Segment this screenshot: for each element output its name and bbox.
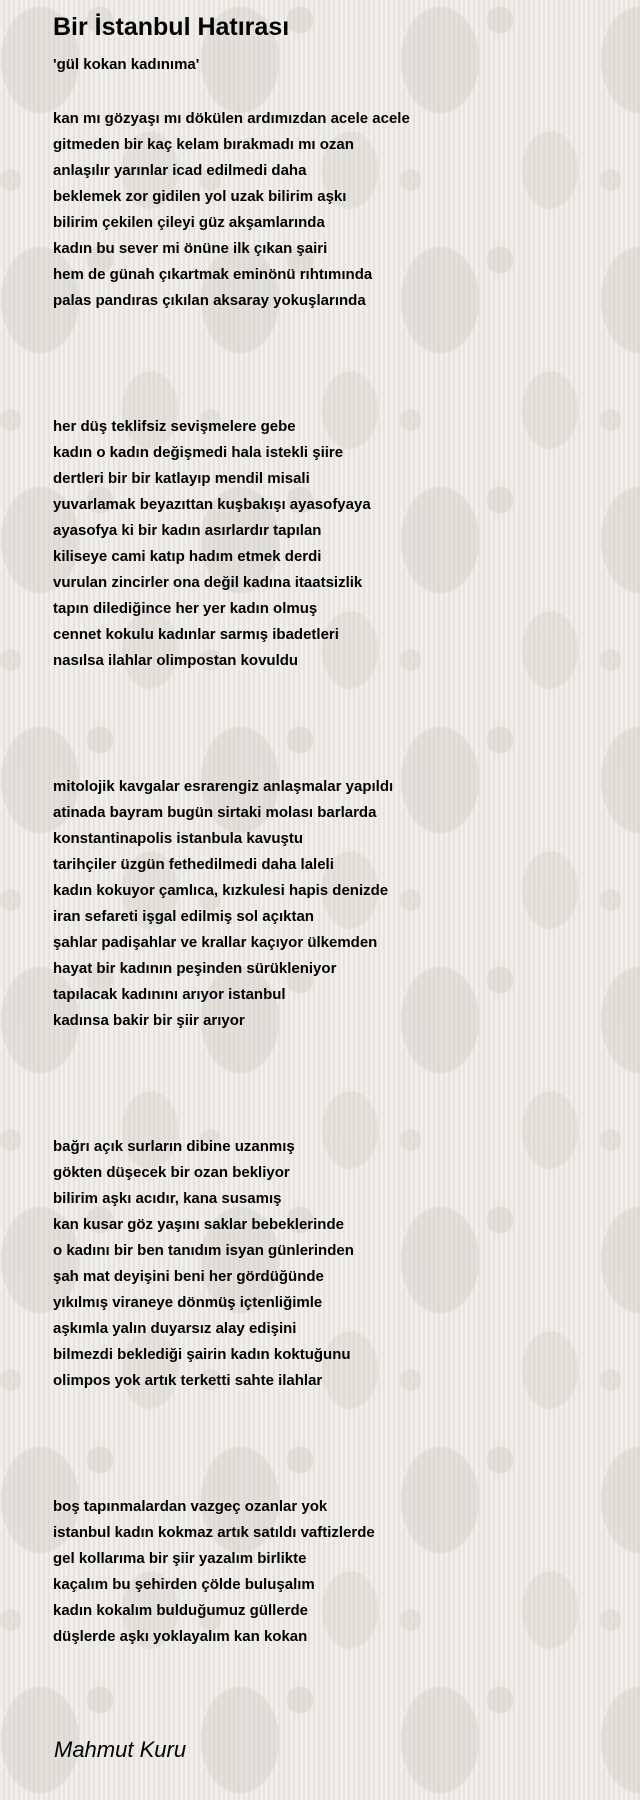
poem-line: tapın dilediğince her yer kadın olmuş (53, 600, 318, 617)
poem-line: olimpos yok artık terketti sahte ilahlar (53, 1372, 323, 1389)
poem-line: atinada bayram bugün sirtaki molası barlarda (53, 804, 377, 821)
poem-line: kadınsa bakir bir şiir arıyor (53, 1012, 245, 1029)
poem-line: hayat bir kadının peşinden sürükleniyor (53, 960, 337, 977)
poem-line: dertleri bir bir katlayıp mendil misali (53, 470, 310, 487)
poem-line: kadın o kadın değişmedi hala istekli şiire (53, 444, 344, 461)
poem-line: gitmeden bir kaç kelam bırakmadı mı ozan (53, 136, 354, 153)
poem-author: Mahmut Kuru (54, 1737, 187, 1762)
poem-container (53, 8, 613, 1650)
poem-line: kadın kokalım bulduğumuz güllerde (53, 1602, 309, 1619)
poem-stanza (53, 1134, 613, 1394)
poem-line: bilirim aşkı acıdır, kana susamış (53, 1190, 282, 1207)
poem-line: ayasofya ki bir kadın asırlardır tapılan (53, 522, 322, 539)
poem-line: şah mat deyişini beni her gördüğünde (53, 1268, 324, 1285)
poem-body (53, 106, 613, 1650)
poem-line: bağrı açık surların dibine uzanmış (53, 1138, 295, 1155)
poem-line: vurulan zincirler ona değil kadına itaatsizlik (53, 574, 363, 591)
poem-line: kan kusar göz yaşını saklar bebeklerinde (53, 1216, 344, 1233)
poem-line: aşkımla yalın duyarsız alay edişini (53, 1320, 297, 1337)
poem-line: cennet kokulu kadınlar sarmış ibadetleri (53, 626, 339, 643)
poem-line: anlaşılır yarınlar icad edilmedi daha (53, 162, 307, 179)
poem-line: gökten düşecek bir ozan bekliyor (53, 1164, 290, 1181)
poem-line: kadın kokuyor çamlıca, kızkulesi hapis denizde (53, 882, 389, 899)
poem-line: istanbul kadın kokmaz artık satıldı vaftizlerde (53, 1524, 375, 1541)
poem-line: bilmezdi beklediği şairin kadın koktuğunu (53, 1346, 351, 1363)
poem-stanza (53, 1494, 613, 1650)
poem-line: nasılsa ilahlar olimpostan kovuldu (53, 652, 299, 669)
poem-line: boş tapınmalardan vazgeç ozanlar yok (53, 1498, 328, 1515)
poem-line: her düş teklifsiz sevişmelere gebe (53, 418, 296, 435)
poem-line: tapılacak kadınını arıyor istanbul (53, 986, 286, 1003)
poem-stanza (53, 106, 613, 314)
poem-line: kaçalım bu şehirden çölde buluşalım (53, 1576, 315, 1593)
poem-line: yıkılmış viraneye dönmüş içtenliğimle (53, 1294, 323, 1311)
poem-line: kiliseye cami katıp hadım etmek derdi (53, 548, 322, 565)
poem-line: o kadını bir ben tanıdım isyan günlerinden (53, 1242, 354, 1259)
poem-line: bilirim çekilen çileyi güz akşamlarında (53, 214, 325, 231)
poem-title: Bir İstanbul Hatırası (53, 13, 290, 41)
poem-line: beklemek zor gidilen yol uzak bilirim aşkı (53, 188, 347, 205)
poem-line: hem de günah çıkartmak eminönü rıhtımında (53, 266, 373, 283)
poem-line: mitolojik kavgalar esrarengiz anlaşmalar yapıldı (53, 778, 394, 795)
poem-stanza (53, 774, 613, 1034)
poem-line: gel kollarıma bir şiir yazalım birlikte (53, 1550, 307, 1567)
poem-line: kadın bu sever mi önüne ilk çıkan şairi (53, 240, 328, 257)
poem-line: konstantinapolis istanbula kavuştu (53, 830, 304, 847)
poem-line: tarihçiler üzgün fethedilmedi daha laleli (53, 856, 334, 873)
poem-subtitle: 'gül kokan kadınıma' (53, 56, 200, 73)
poem-line: kan mı gözyaşı mı dökülen ardımızdan acele acele (53, 110, 410, 127)
poem-line: palas pandıras çıkılan aksaray yokuşlarında (53, 292, 366, 309)
poem-line: şahlar padişahlar ve krallar kaçıyor ülkemden (53, 934, 378, 951)
poem-line: düşlerde aşkı yoklayalım kan kokan (53, 1628, 308, 1645)
poem-line: iran sefareti işgal edilmiş sol açıktan (53, 908, 314, 925)
poem-line: yuvarlamak beyazıttan kuşbakışı ayasofyaya (53, 496, 371, 513)
poem-stanza (53, 414, 613, 674)
